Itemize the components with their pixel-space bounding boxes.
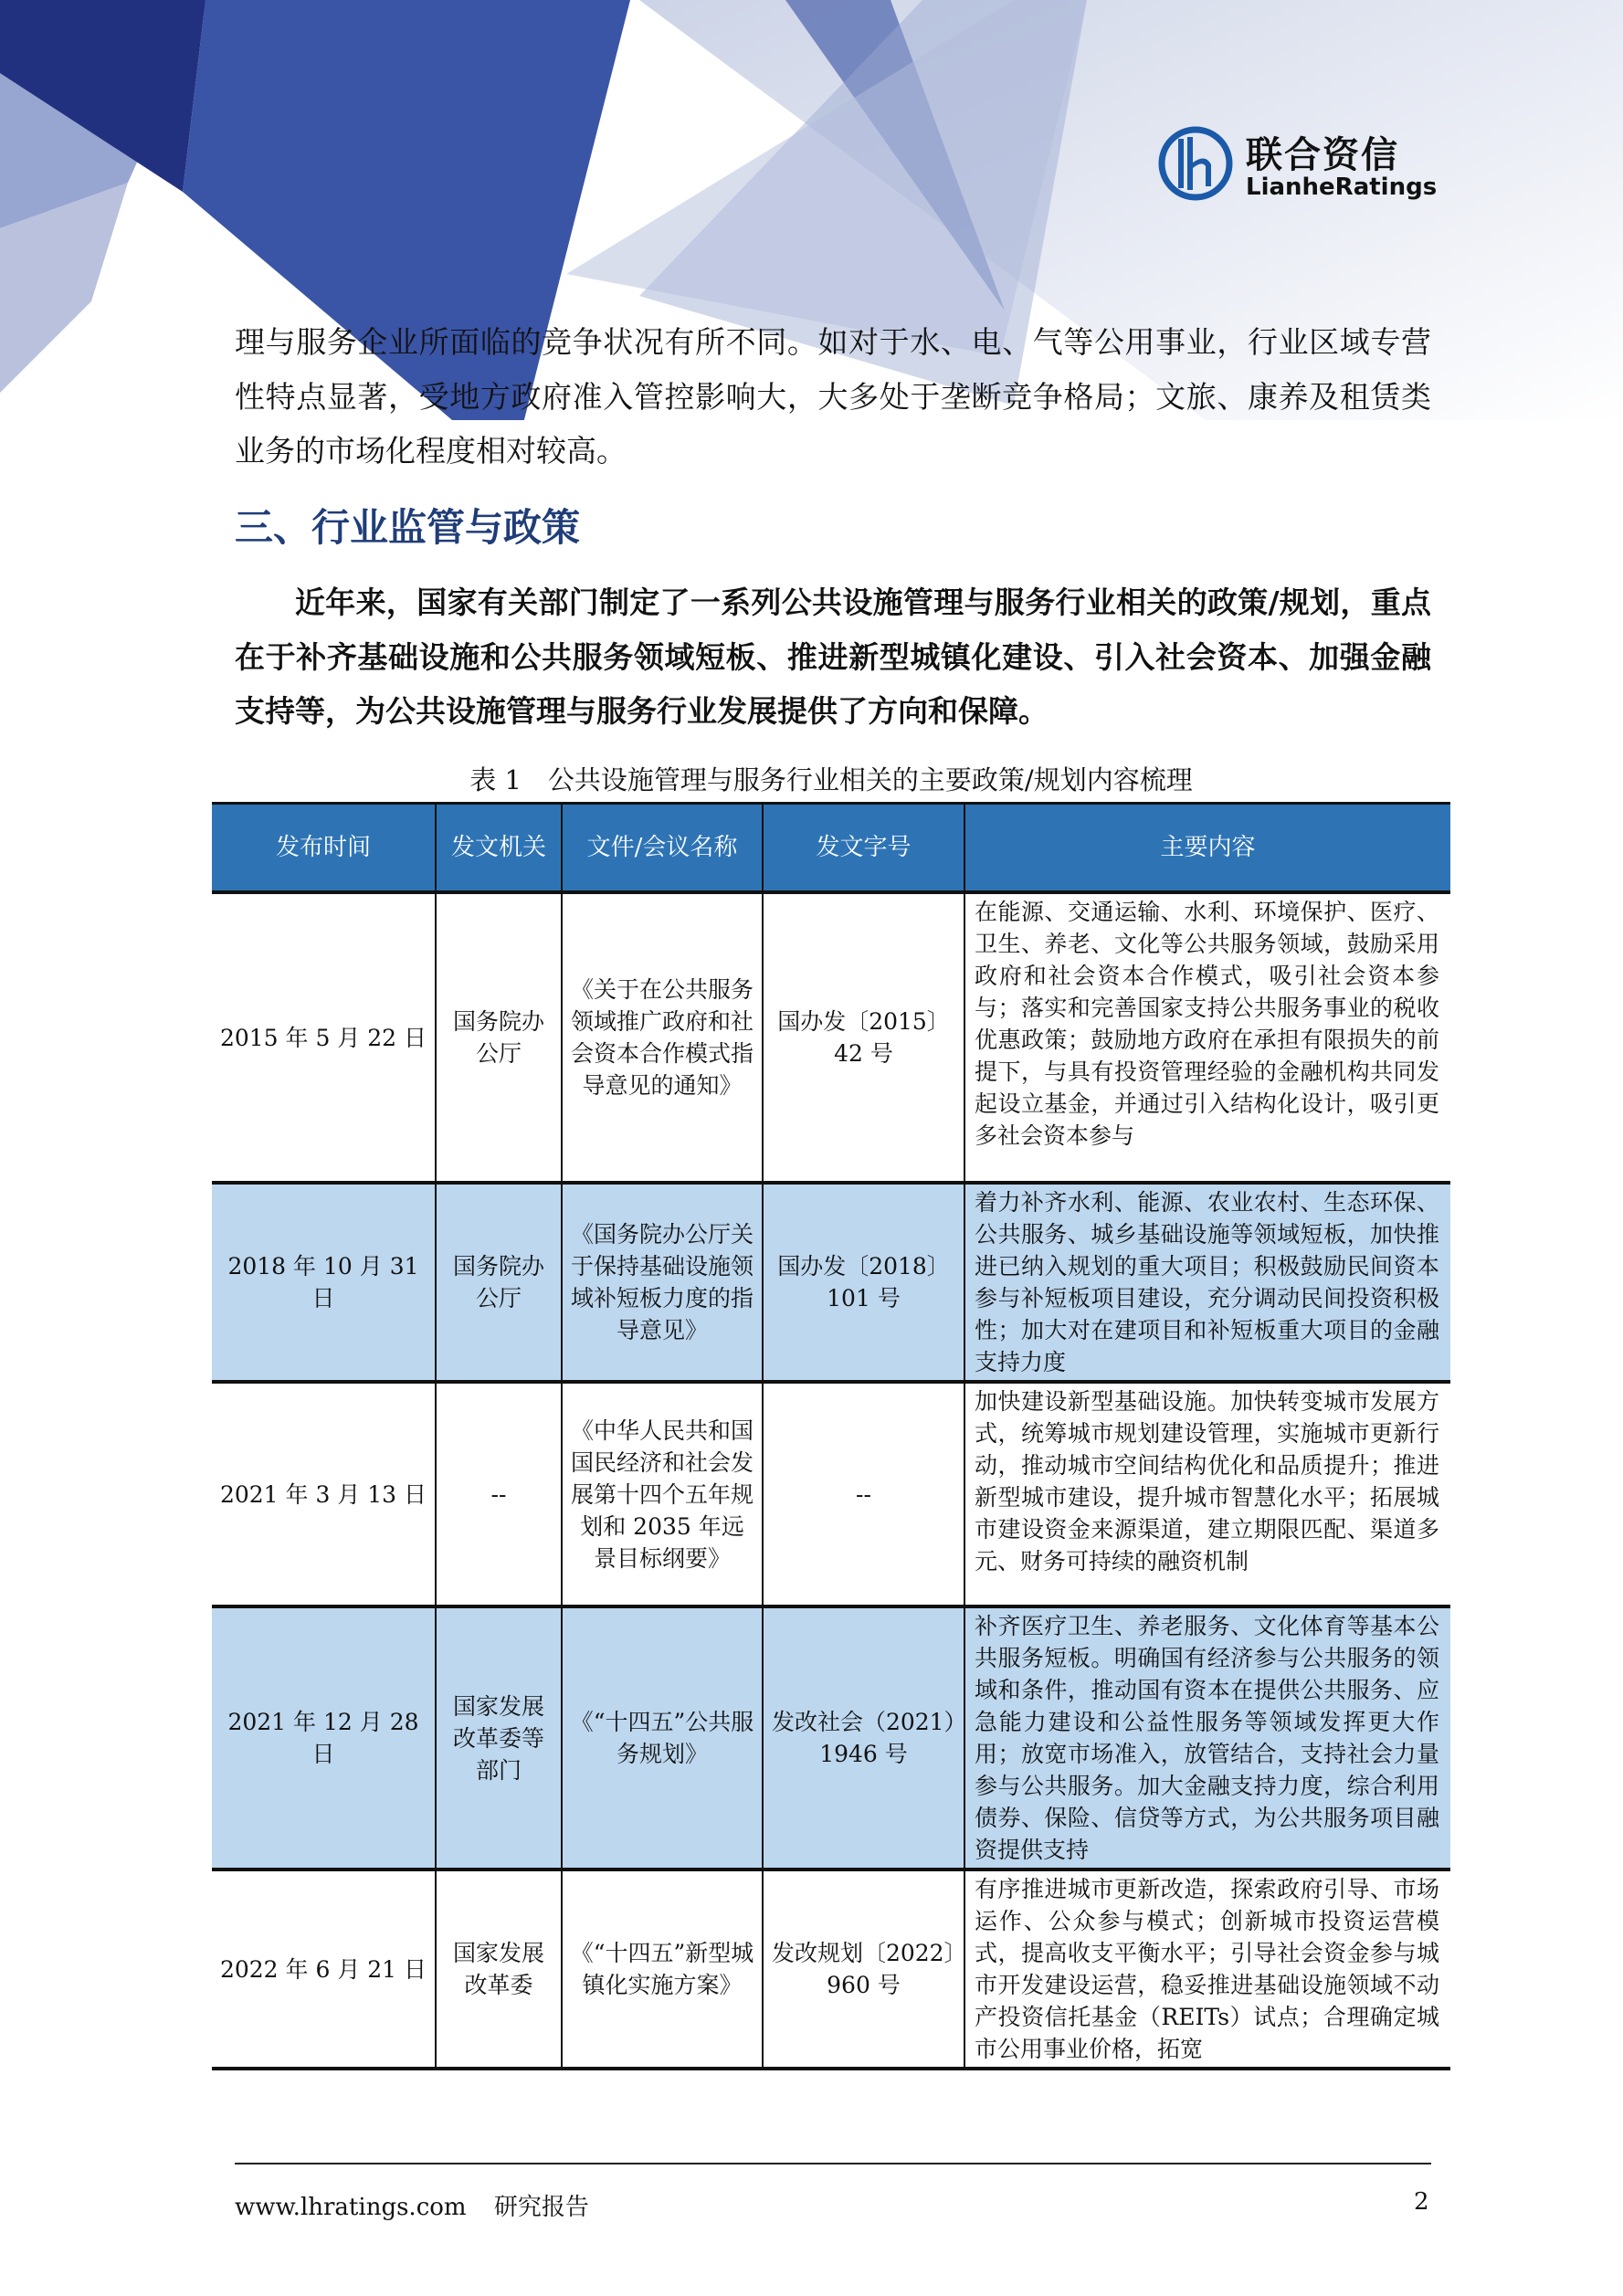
cell-date: 2021 年 12 月 28 日 — [212, 1606, 436, 1869]
footer-report-type: 研究报告 — [493, 2194, 589, 2221]
company-logo — [1158, 126, 1450, 208]
table-row — [212, 1869, 1450, 2069]
cell-doc-number: -- — [763, 1382, 964, 1606]
cell-content: 着力补齐水利、能源、农业农村、生态环保、公共服务、城乡基础设施等领域短板，加快推进已纳入规划的重大项目；积极鼓励民间资本参与补短板项目建设，充分调动民间投资积极性；加大对在建项目和补短板重大项目的金融支持力度 — [964, 1183, 1450, 1382]
footer-website-link[interactable]: www.lhratings.com — [235, 2194, 467, 2221]
table-row — [212, 1606, 1450, 1869]
table-row — [212, 892, 1450, 1183]
cell-date: 2021 年 3 月 13 日 — [212, 1382, 436, 1606]
column-header-issuer: 发文机关 — [436, 804, 562, 893]
intro-paragraph: 理与服务企业所面临的竞争状况有所不同。如对于水、电、气等公用事业，行业区域专营性特点显著，受地方政府准入管控影响大，大多处于垄断竞争格局；文旅、康养及租赁类业务的市场化程度相对较高。 — [235, 324, 1431, 469]
cell-document: 《国务院办公厅关于保持基础设施领域补短板力度的指导意见》 — [562, 1183, 763, 1382]
footer-left — [235, 2188, 609, 2222]
logo-name-cn: 联合资信 — [1246, 134, 1399, 176]
cell-doc-number: 国办发〔2015〕42 号 — [763, 892, 964, 1183]
cell-issuer: 国务院办公厅 — [436, 892, 562, 1183]
section-heading: 三、行业监管与政策 — [235, 505, 581, 550]
column-header-date: 发布时间 — [212, 804, 436, 893]
cell-document: 《关于在公共服务领域推广政府和社会资本合作模式指导意见的通知》 — [562, 892, 763, 1183]
cell-issuer: 国家发展改革委 — [436, 1869, 562, 2069]
cell-content: 有序推进城市更新改造，探索政府引导、市场运作、公众参与模式；创新城市投资运营模式，提高收支平衡水平；引导社会资金参与城市开发建设运营，稳妥推进基础设施领域不动产投资信托基金（REITs）试点；合理确定城市公用事业价格，拓宽 — [964, 1869, 1450, 2069]
cell-date: 2015 年 5 月 22 日 — [212, 892, 436, 1183]
cell-date: 2022 年 6 月 21 日 — [212, 1869, 436, 2069]
cell-document: 《“十四五”新型城镇化实施方案》 — [562, 1869, 763, 2069]
column-header-doc-number: 发文字号 — [763, 804, 964, 893]
column-header-document: 文件/会议名称 — [562, 804, 763, 893]
cell-issuer: 国家发展改革委等部门 — [436, 1606, 562, 1869]
cell-issuer: 国务院办公厅 — [436, 1183, 562, 1382]
cell-doc-number: 国办发〔2018〕101 号 — [763, 1183, 964, 1382]
table-header-row — [212, 804, 1450, 893]
cell-issuer: -- — [436, 1382, 562, 1606]
cell-date: 2018 年 10 月 31 日 — [212, 1183, 436, 1382]
policy-table — [212, 802, 1450, 2070]
table-row — [212, 1183, 1450, 1382]
table-caption: 表 1 公共设施管理与服务行业相关的主要政策/规划内容梳理 — [469, 764, 1193, 795]
cell-content: 加快建设新型基础设施。加快转变城市发展方式，统筹城市规划建设管理，实施城市更新行动，推动城市空间结构优化和品质提升；推进新型城市建设，提升城市智慧化水平；拓展城市建设资金来源渠道，建立期限匹配、渠道多元、财务可持续的融资机制 — [964, 1382, 1450, 1606]
page-number: 2 — [1414, 2188, 1429, 2216]
lh-circle-logo-icon — [1158, 126, 1233, 201]
cell-doc-number: 发改社会（2021）1946 号 — [763, 1606, 964, 1869]
summary-paragraph: 近年来，国家有关部门制定了一系列公共设施管理与服务行业相关的政策/规划，重点在于补齐基础设施和公共服务领域短板、推进新型城镇化建设、引入社会资本、加强金融支持等，为公共设施管理与服务行业发展提供了方向和保障。 — [235, 585, 1431, 729]
table-row — [212, 1382, 1450, 1606]
cell-doc-number: 发改规划〔2022〕960 号 — [763, 1869, 964, 2069]
cell-content: 补齐医疗卫生、养老服务、文化体育等基本公共服务短板。明确国有经济参与公共服务的领域和条件，推动国有资本在提供公共服务、应急能力建设和公益性服务等领域发挥更大作用；放宽市场准入，放管结合，支持社会力量参与公共服务。加大金融支持力度，综合利用债券、保险、信贷等方式，为公共服务项目融资提供支持 — [964, 1606, 1450, 1869]
cell-document: 《中华人民共和国国民经济和社会发展第十四个五年规划和 2035 年远景目标纲要》 — [562, 1382, 763, 1606]
logo-name-en: LianheRatings — [1246, 174, 1438, 201]
column-header-content: 主要内容 — [964, 804, 1450, 893]
cell-document: 《“十四五”公共服务规划》 — [562, 1606, 763, 1869]
footer-divider — [235, 2163, 1431, 2164]
cell-content: 在能源、交通运输、水利、环境保护、医疗、卫生、养老、文化等公共服务领域，鼓励采用政府和社会资本合作模式，吸引社会资本参与；落实和完善国家支持公共服务事业的税收优惠政策；鼓励地方政府在承担有限损失的前提下，与具有投资管理经验的金融机构共同发起设立基金，并通过引入结构化设计，吸引更多社会资本参与 — [964, 892, 1450, 1183]
